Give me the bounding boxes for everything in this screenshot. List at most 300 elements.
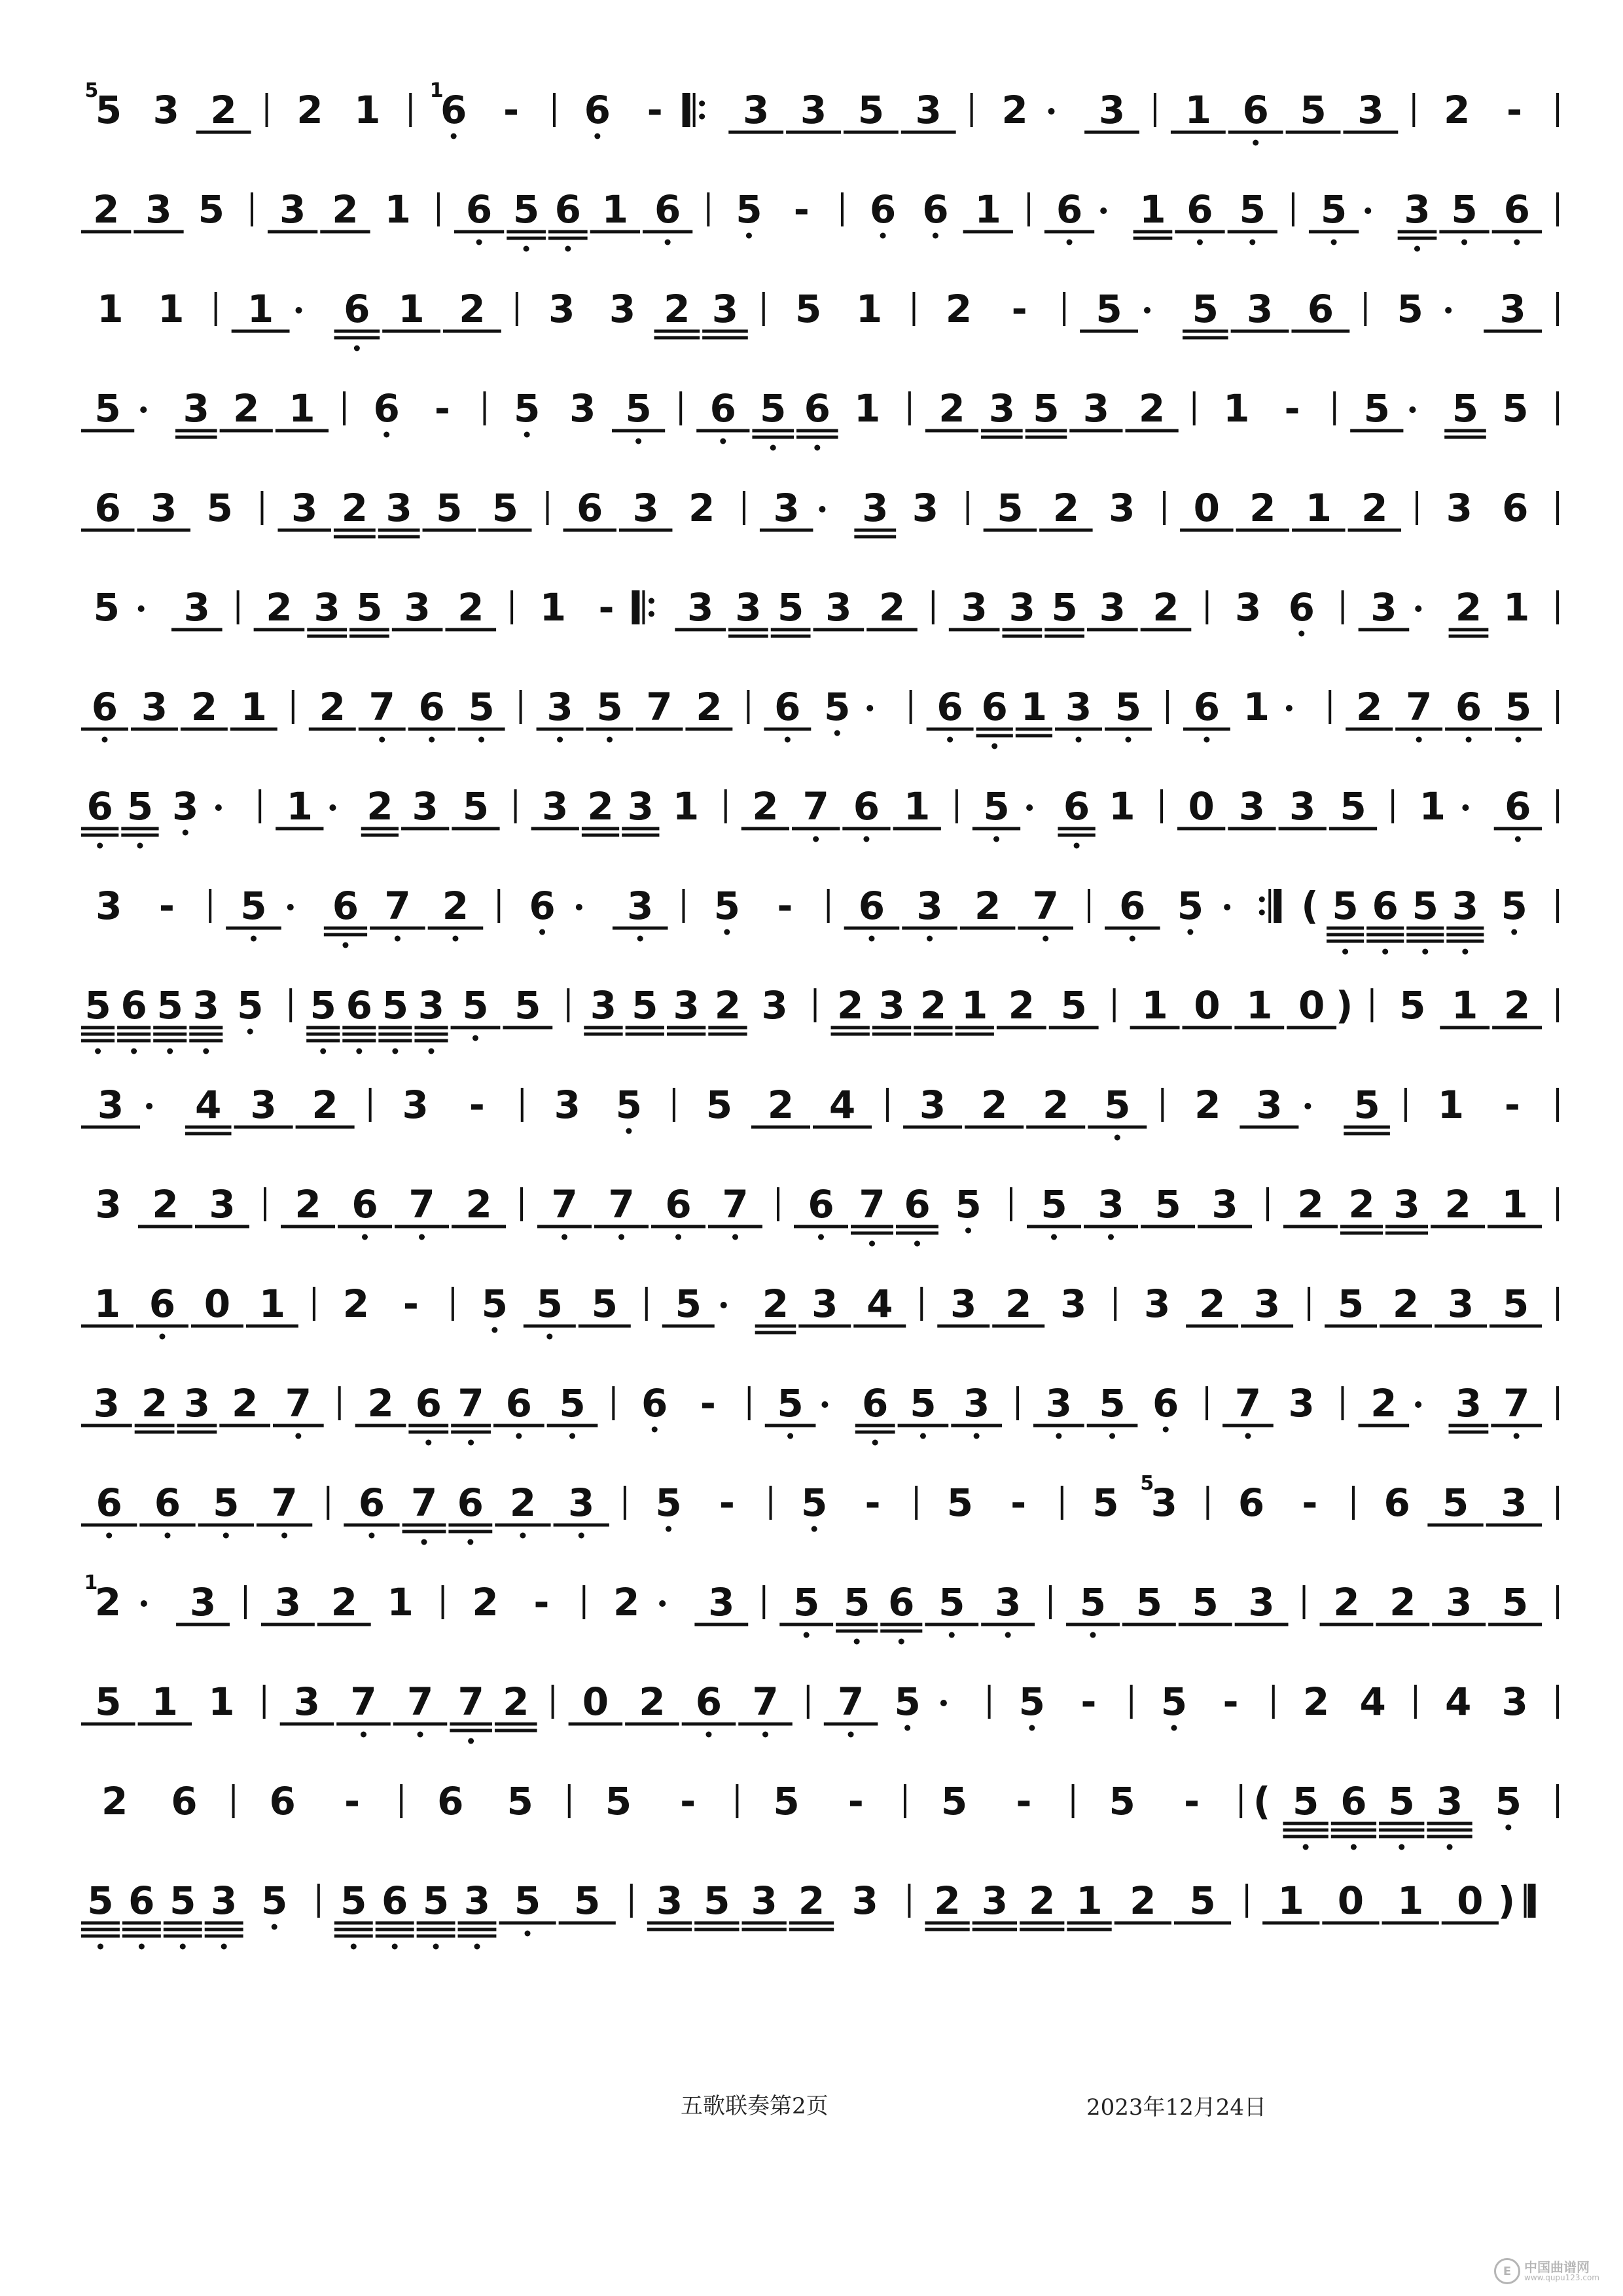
- numbered-note: 2: [1302, 1679, 1330, 1724]
- numbered-note: 3: [1082, 386, 1110, 431]
- numbered-note: 3: [96, 884, 122, 928]
- low-octave-dot: [183, 830, 188, 836]
- low-octave-dot: [164, 1533, 170, 1539]
- numbered-note: 2: [613, 1580, 640, 1624]
- numbered-note: 6: [888, 1580, 915, 1624]
- numbered-note: 2: [1152, 585, 1179, 630]
- numbered-note: 7: [368, 685, 395, 729]
- numbered-note: 3: [183, 585, 210, 630]
- low-octave-dot: [1303, 1844, 1309, 1850]
- sustain-dash: -: [598, 585, 615, 630]
- numbered-note: 7: [752, 1679, 779, 1724]
- numbered-note: 5: [1109, 1779, 1135, 1823]
- numbered-note: 1: [97, 287, 124, 331]
- numbered-note: 3: [1446, 486, 1472, 530]
- numbered-note: 1: [289, 386, 315, 431]
- augmentation-dot: [1100, 207, 1107, 214]
- augmentation-dot: [721, 1302, 727, 1308]
- low-octave-dot: [785, 737, 791, 743]
- numbered-note: 0: [582, 1679, 609, 1724]
- numbered-note: 2: [94, 1580, 122, 1624]
- numbered-note: 3: [1045, 1381, 1073, 1426]
- numbered-note: 2: [1043, 1083, 1069, 1127]
- numbered-note: 1: [247, 287, 274, 331]
- numbered-note: 6: [415, 1381, 442, 1426]
- numbered-note: 7: [1032, 884, 1059, 928]
- numbered-note: 5: [736, 187, 762, 232]
- sustain-dash: -: [865, 1480, 881, 1525]
- numbered-note: 7: [285, 1381, 312, 1426]
- numbered-note: 0: [1193, 486, 1221, 530]
- numbered-note: 7: [350, 1679, 377, 1724]
- numbered-note: 2: [587, 784, 614, 829]
- low-octave-dot: [993, 836, 999, 842]
- numbered-note: 3: [151, 486, 177, 530]
- numbered-note: 2: [465, 1182, 492, 1227]
- low-octave-dot: [974, 1433, 980, 1439]
- low-octave-dot: [354, 346, 360, 351]
- numbered-note: 1: [601, 187, 628, 232]
- numbered-note: 2: [1348, 1182, 1375, 1227]
- numbered-note: 3: [963, 1381, 990, 1426]
- numbered-note: 7: [457, 1381, 484, 1426]
- numbered-note: 5: [340, 1878, 367, 1923]
- numbered-note: 5: [1096, 287, 1122, 331]
- numbered-note: 5: [1115, 685, 1142, 729]
- numbered-note: 2: [457, 585, 484, 630]
- numbered-note: 4: [195, 1083, 222, 1127]
- augmentation-dot: [329, 804, 336, 811]
- numbered-note: 6: [344, 287, 370, 331]
- numbered-note: 5: [462, 983, 489, 1028]
- numbered-note: 1: [1246, 983, 1273, 1028]
- low-octave-dot: [356, 1049, 362, 1054]
- low-octave-dot: [361, 1732, 366, 1738]
- numbered-note: 3: [773, 486, 800, 530]
- numbered-note: 5: [1239, 187, 1266, 232]
- sustain-dash: -: [1504, 1083, 1521, 1127]
- low-octave-dot: [221, 1944, 227, 1950]
- low-octave-dot: [392, 1944, 398, 1950]
- sustain-dash: -: [1011, 287, 1027, 331]
- numbered-note: 6: [94, 486, 121, 530]
- numbered-note: 6: [1152, 1381, 1179, 1426]
- low-octave-dot: [1109, 1433, 1115, 1439]
- low-octave-dot: [607, 737, 613, 743]
- low-octave-dot: [863, 836, 869, 842]
- sustain-dash: -: [1010, 1480, 1027, 1525]
- low-octave-dot: [362, 1234, 368, 1240]
- numbered-note: 3: [1248, 1580, 1275, 1624]
- numbered-note: 2: [919, 983, 947, 1028]
- parenthesis: (: [1301, 884, 1319, 928]
- numbered-note: 3: [1097, 1182, 1124, 1227]
- low-octave-dot: [428, 1049, 434, 1054]
- low-octave-dot: [675, 1234, 681, 1240]
- numbered-note: 7: [608, 1182, 635, 1227]
- low-octave-dot: [368, 1533, 374, 1539]
- numbered-note: 3: [1288, 1381, 1315, 1426]
- low-octave-dot: [525, 1931, 531, 1937]
- numbered-note: 2: [752, 784, 779, 829]
- numbered-note: 7: [457, 1679, 484, 1724]
- parenthesis: (: [1253, 1779, 1271, 1823]
- numbered-note: 7: [837, 1679, 865, 1724]
- numbered-note: 5: [946, 1480, 973, 1525]
- numbered-note: 2: [980, 1083, 1008, 1127]
- numbered-note: 5: [237, 983, 264, 1028]
- numbered-note: 5: [574, 1878, 601, 1923]
- numbered-note: 6: [437, 1779, 464, 1823]
- numbered-note: 6: [577, 486, 603, 530]
- numbered-note: 5: [1501, 1580, 1529, 1624]
- low-octave-dot: [1382, 949, 1388, 955]
- numbered-note: 6: [1186, 187, 1213, 232]
- numbered-note: 6: [1063, 784, 1090, 829]
- repeat-dot: [1259, 897, 1265, 903]
- numbered-note: 5: [938, 1580, 965, 1624]
- sustain-dash: -: [1222, 1679, 1239, 1724]
- numbered-note: 3: [735, 585, 762, 630]
- numbered-note: 5: [1340, 784, 1366, 829]
- numbered-note: 3: [1455, 1381, 1482, 1426]
- augmentation-dot: [1364, 207, 1371, 214]
- augmentation-dot: [287, 904, 294, 910]
- low-octave-dot: [429, 737, 435, 743]
- sustain-dash: -: [503, 88, 520, 132]
- low-octave-dot: [320, 1049, 326, 1054]
- numbered-note: 2: [330, 1580, 357, 1624]
- low-octave-dot: [813, 836, 819, 842]
- low-octave-dot: [1029, 1725, 1035, 1731]
- numbered-note: 3: [961, 585, 988, 630]
- numbered-note: 5: [1041, 1182, 1067, 1227]
- grace-note: 1: [429, 79, 444, 102]
- numbered-note: 5: [591, 1282, 618, 1326]
- low-octave-dot: [392, 1049, 398, 1054]
- numbered-note: 3: [988, 386, 1016, 431]
- numbered-note: 6: [1502, 486, 1529, 530]
- numbered-note: 3: [546, 685, 573, 729]
- low-octave-dot: [421, 1539, 427, 1545]
- numbered-note: 5: [356, 585, 383, 630]
- grace-note: 5: [84, 79, 99, 102]
- numbered-note: 7: [410, 1480, 438, 1525]
- numbered-note: 5: [169, 1878, 196, 1923]
- numbered-note: 5: [514, 1878, 541, 1923]
- sustain-dash: -: [1016, 1779, 1032, 1823]
- numbered-note: 5: [1092, 1480, 1119, 1525]
- numbered-note: 3: [1501, 1679, 1528, 1724]
- numbered-note: 1: [398, 287, 425, 331]
- numbered-note: 3: [1150, 1480, 1177, 1525]
- numbered-note: 2: [367, 1381, 394, 1426]
- numbered-note: 3: [800, 88, 827, 132]
- low-octave-dot: [899, 1639, 904, 1645]
- low-octave-dot: [1130, 936, 1135, 942]
- numbered-note: 5: [1353, 1083, 1380, 1127]
- low-octave-dot: [474, 1944, 480, 1950]
- numbered-note: 7: [859, 1182, 885, 1227]
- numbered-note: 3: [1393, 1182, 1420, 1227]
- low-octave-dot: [705, 1732, 711, 1738]
- low-octave-dot: [848, 1732, 854, 1738]
- numbered-note: 5: [95, 1679, 122, 1724]
- numbered-note: 3: [192, 983, 219, 1028]
- numbered-note: 5: [615, 1083, 643, 1127]
- repeat-dot: [699, 114, 705, 120]
- low-octave-dot: [666, 1526, 671, 1532]
- numbered-note: 5: [156, 983, 183, 1028]
- music-site-logo-icon: E: [1494, 2258, 1520, 2284]
- numbered-note: 5: [1452, 386, 1479, 431]
- low-octave-dot: [1515, 836, 1521, 842]
- numbered-note: 4: [866, 1282, 893, 1326]
- numbered-note: 3: [385, 486, 412, 530]
- numbered-note: 3: [418, 983, 445, 1028]
- numbered-note: 6: [373, 386, 400, 431]
- numbered-note: 5: [955, 1182, 982, 1227]
- numbered-note: 7: [1234, 1381, 1262, 1426]
- numbered-note: 5: [468, 685, 495, 729]
- numbered-note: 1: [158, 287, 185, 331]
- numbered-note: 2: [934, 1878, 961, 1923]
- low-octave-dot: [557, 737, 563, 743]
- low-octave-dot: [272, 1924, 277, 1930]
- numbered-note: 2: [1370, 1381, 1397, 1426]
- numbered-note: 5: [512, 187, 540, 232]
- watermark-url: www.qupu123.com: [1524, 2273, 1599, 2282]
- low-octave-dot: [880, 233, 886, 239]
- numbered-note: 3: [1211, 1182, 1238, 1227]
- low-octave-dot: [594, 134, 600, 139]
- numbered-note: 6: [808, 1182, 834, 1227]
- numbered-note: 5: [1412, 884, 1438, 928]
- numbered-note: 7: [802, 784, 829, 829]
- augmentation-dot: [576, 904, 582, 910]
- numbered-note: 6: [853, 784, 880, 829]
- numbered-note: 5: [843, 1580, 870, 1624]
- numbered-note: 5: [824, 685, 851, 729]
- numbered-note: 0: [1298, 983, 1325, 1028]
- numbered-note: 6: [641, 1381, 668, 1426]
- numbered-note: 3: [183, 386, 209, 431]
- numbered-note: 5: [1135, 1580, 1163, 1624]
- numbered-note: 5: [240, 884, 267, 928]
- numbered-note: 3: [950, 1282, 977, 1326]
- low-octave-dot: [1187, 929, 1193, 935]
- numbered-note: 5: [1363, 386, 1390, 431]
- numbered-note: 5: [84, 983, 111, 1028]
- low-octave-dot: [1115, 1135, 1120, 1141]
- numbered-note: 5: [800, 1480, 828, 1525]
- grace-note: 1: [84, 1571, 98, 1594]
- numbered-note: 6: [86, 784, 113, 829]
- low-octave-dot: [1511, 929, 1517, 935]
- numbered-note: 7: [406, 1679, 434, 1724]
- numbered-note: 5: [93, 585, 120, 630]
- numbered-note: 5: [1192, 287, 1219, 331]
- date-label: 2023年12月24日: [1086, 2094, 1267, 2121]
- numbered-note: 5: [513, 386, 541, 431]
- low-octave-dot: [762, 1732, 768, 1738]
- numbered-note: 2: [1130, 1878, 1156, 1923]
- low-octave-dot: [933, 233, 938, 239]
- numbered-note: 2: [92, 187, 120, 232]
- numbered-note: 3: [1099, 585, 1126, 630]
- numbered-note: 2: [974, 884, 1001, 928]
- numbered-note: 6: [1307, 287, 1334, 331]
- numbered-note: 3: [554, 1083, 580, 1127]
- numbered-note: 3: [93, 1381, 120, 1426]
- numbered-note: 6: [381, 1878, 408, 1923]
- sustain-dash: -: [680, 1779, 696, 1823]
- numbered-note: 2: [1356, 685, 1383, 729]
- numbered-note: 6: [358, 1480, 385, 1525]
- numbered-note: 1: [208, 1679, 235, 1724]
- numbered-note: 2: [837, 983, 864, 1028]
- augmentation-dot: [866, 705, 873, 711]
- augmentation-dot: [1224, 904, 1230, 910]
- low-octave-dot: [637, 936, 643, 942]
- numbered-note: 1: [1277, 1878, 1304, 1923]
- low-octave-dot: [167, 1049, 173, 1054]
- numbered-note: 6: [654, 187, 681, 232]
- low-octave-dot: [1051, 1234, 1057, 1240]
- numbered-note: 6: [665, 1182, 692, 1227]
- low-octave-dot: [854, 1639, 860, 1645]
- augmentation-dot: [659, 1600, 666, 1607]
- numbered-note: 5: [713, 884, 740, 928]
- numbered-note: 2: [319, 685, 346, 729]
- numbered-note: 3: [656, 1878, 683, 1923]
- numbered-note: 6: [858, 884, 885, 928]
- numbered-note: 3: [1234, 585, 1262, 630]
- page-label: 五歌联奏第2页: [681, 2093, 829, 2119]
- numbered-note: 2: [1297, 1182, 1324, 1227]
- low-octave-dot: [351, 1944, 357, 1950]
- repeat-dot: [649, 598, 654, 604]
- low-octave-dot: [991, 744, 997, 749]
- numbered-note: 6: [1383, 1480, 1410, 1525]
- augmentation-dot: [1415, 1401, 1421, 1408]
- numbered-note: 5: [760, 386, 787, 431]
- numbered-note: 3: [279, 187, 306, 232]
- numbered-note: 0: [204, 1282, 231, 1326]
- low-octave-dot: [476, 240, 482, 245]
- augmentation-dot: [138, 605, 145, 612]
- numbered-note: 5: [1192, 1580, 1219, 1624]
- numbered-note: 2: [296, 88, 323, 132]
- augmentation-dot: [296, 307, 302, 314]
- low-octave-dot: [418, 1732, 423, 1738]
- numbered-note: 3: [1452, 884, 1479, 928]
- sustain-dash: -: [469, 1083, 485, 1127]
- numbered-note: 2: [1029, 1878, 1056, 1923]
- low-octave-dot: [565, 246, 571, 252]
- low-octave-dot: [1466, 737, 1472, 743]
- low-octave-dot: [1043, 936, 1048, 942]
- low-octave-dot: [180, 1944, 186, 1950]
- numbered-note: 2: [1455, 585, 1482, 630]
- numbered-note: 6: [584, 88, 611, 132]
- sustain-dash: -: [533, 1580, 550, 1624]
- low-octave-dot: [1342, 949, 1348, 955]
- numbered-note: 5: [1501, 884, 1527, 928]
- low-octave-dot: [746, 233, 752, 239]
- numbered-note: 6: [1455, 685, 1482, 729]
- numbered-note: 2: [1333, 1580, 1360, 1624]
- numbered-note: 3: [687, 585, 714, 630]
- low-octave-dot: [295, 1433, 301, 1439]
- augmentation-dot: [1445, 307, 1452, 314]
- numbered-note: 3: [210, 1878, 238, 1923]
- low-octave-dot: [1253, 140, 1258, 146]
- numbered-note: 5: [704, 1878, 730, 1923]
- numbered-note: 2: [233, 386, 260, 431]
- numbered-note: 2: [1389, 1580, 1416, 1624]
- numbered-note: 6: [96, 1480, 122, 1525]
- numbered-note: 5: [655, 1480, 682, 1525]
- low-octave-dot: [1197, 240, 1203, 245]
- low-octave-dot: [1090, 1632, 1096, 1638]
- repeat-dot: [1259, 910, 1265, 916]
- numbered-note: 3: [743, 88, 770, 132]
- numbered-note: 7: [271, 1480, 298, 1525]
- numbered-note: 1: [1185, 88, 1212, 132]
- numbered-note: 2: [664, 287, 690, 331]
- numbered-note: 3: [1256, 1083, 1283, 1127]
- numbered-note: 2: [266, 585, 293, 630]
- numbered-note: 6: [465, 187, 493, 232]
- numbered-note: 6: [120, 983, 147, 1028]
- numbered-note: 7: [646, 685, 673, 729]
- numbered-note: 2: [141, 1381, 168, 1426]
- numbered-note: 5: [940, 1779, 968, 1823]
- numbered-note: 2: [767, 1083, 794, 1127]
- low-octave-dot: [724, 929, 730, 935]
- numbered-note: 2: [1444, 1182, 1471, 1227]
- numbered-note: 5: [1292, 1779, 1319, 1823]
- numbered-note: 6: [1288, 585, 1315, 630]
- numbered-note: 2: [190, 685, 218, 729]
- numbered-note: 5: [1079, 1580, 1107, 1624]
- low-octave-dot: [419, 1234, 425, 1240]
- numbered-note: 5: [1160, 1679, 1188, 1724]
- numbered-note: 6: [695, 1679, 722, 1724]
- parenthesis: ): [1497, 1878, 1516, 1923]
- numbered-note: 5: [625, 386, 652, 431]
- numbered-note: 3: [1289, 784, 1316, 829]
- numbered-note: 5: [793, 1580, 820, 1624]
- numbered-note: 3: [1253, 1282, 1281, 1326]
- low-octave-dot: [1505, 1825, 1511, 1831]
- augmentation-dot: [140, 406, 147, 413]
- low-octave-dot: [1074, 843, 1080, 849]
- low-octave-dot: [965, 1228, 971, 1234]
- numbered-note: 2: [878, 585, 906, 630]
- numbered-note: 2: [798, 1878, 825, 1923]
- numbered-note: 5: [507, 1779, 533, 1823]
- numbered-note: 3: [1357, 88, 1384, 132]
- numbered-note: 3: [183, 1381, 211, 1426]
- augmentation-dot: [1462, 804, 1469, 811]
- numbered-note: 5: [777, 1381, 804, 1426]
- low-octave-dot: [818, 1234, 824, 1240]
- numbered-note: 0: [1337, 1878, 1364, 1923]
- numbered-note: 3: [751, 1878, 777, 1923]
- numbered-note: 5: [894, 1679, 921, 1724]
